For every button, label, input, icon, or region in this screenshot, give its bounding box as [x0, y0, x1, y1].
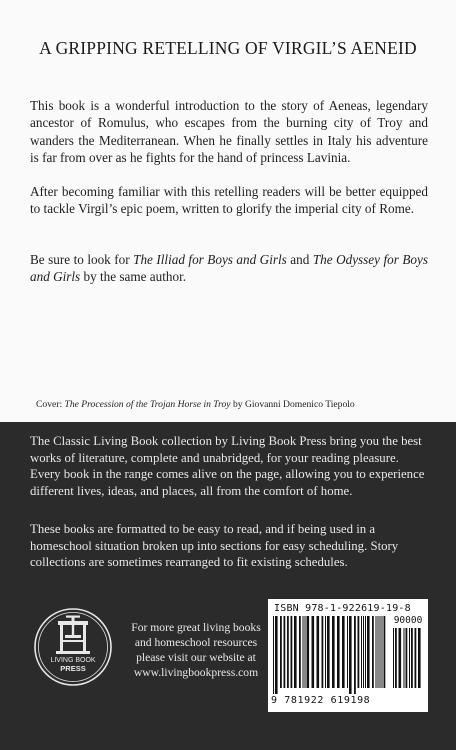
barcode-number: 9 781922 619198: [271, 695, 371, 706]
barcode-bar: [367, 616, 370, 688]
barcode-bar: [273, 616, 274, 694]
barcode-bar: [303, 616, 304, 688]
barcode-bar: [322, 616, 324, 688]
cover-artist: by Giovanni Domenico Tiepolo: [230, 399, 355, 410]
publisher-panel: [0, 422, 456, 750]
barcode-bar: [376, 616, 377, 688]
publisher-paragraph-1: The Classic Living Book collection by Living Book Press bring you the best works of literature, complete and unabridged, for your reading pleasure. Every book in the range comes alive on the page, allowing you to experience different lives, ideas, and places, all from the comfort of home.: [30, 434, 425, 499]
barcode-bar: [409, 628, 410, 688]
barcode-bar: [399, 628, 402, 688]
barcode-bar: [317, 616, 320, 688]
price-code: 90000: [393, 615, 423, 626]
paragraph-3-prefix: Be sure to look for: [30, 252, 134, 267]
publisher-paragraph-2: These books are formatted to be easy to read, and if being used in a homeschool situation broken up into sections for easy scheduling. Story collections are sometimes rearranged to fit existing schedules.: [30, 522, 399, 570]
ean-barcode: [273, 616, 389, 694]
blurb-paragraph-1: This book is a wonderful introduction to the story of Aeneas, legendary ancestor of Romulus, who escapes from the burning city of Troy and wanders the Mediterranean. When he finally settles in Italy his adventure is far from over as he fights for the hand of princess Lavinia.: [30, 98, 428, 166]
barcode-bar: [325, 616, 326, 688]
barcode-bar: [347, 616, 348, 688]
barcode-bar: [312, 616, 315, 688]
odyssey-title: The Odyssey for Boys and Girls: [30, 252, 429, 285]
website-info: For more great living books and homeschool resources please visit our website at www.livingbookpress.com: [131, 621, 261, 679]
barcode-bar: [378, 616, 379, 688]
blurb-paragraph-3: [30, 251, 428, 286]
living-book-press-logo: [33, 607, 113, 687]
barcode-bar: [384, 616, 386, 688]
barcode-bar: [275, 616, 278, 694]
logo-text-bottom: PRESS: [60, 664, 86, 673]
barcode-bar: [380, 616, 381, 688]
press-logo-icon: [33, 607, 113, 687]
barcode-bar: [305, 616, 306, 688]
barcode-bar: [382, 616, 383, 688]
barcode-bar: [284, 616, 286, 688]
cover-painting-title: The Procession of the Trojan Horse in Troy: [64, 399, 231, 410]
barcode-bar: [404, 628, 405, 688]
barcode-bar: [299, 616, 301, 688]
barcode-bar: [287, 616, 289, 688]
barcode-bar: [280, 616, 282, 688]
barcode-bar: [294, 616, 297, 688]
barcode-bar: [395, 628, 397, 688]
barcode-bar: [354, 616, 356, 694]
barcode-bar: [363, 616, 364, 688]
paragraph-3-suffix: by the same author.: [80, 269, 187, 285]
barcode-bar: [332, 616, 335, 688]
barcode-bar: [372, 616, 374, 688]
barcode-bar: [406, 628, 408, 688]
barcode-bar: [393, 628, 394, 688]
barcode-bar: [358, 616, 360, 688]
barcode-bar: [365, 616, 366, 688]
barcode-bar: [411, 628, 413, 688]
barcode-bar: [342, 616, 345, 688]
iliad-title: The Illiad for Boys and Girls: [133, 252, 287, 267]
headline: A GRIPPING RETELLING OF VIRGIL’S AENEID: [39, 38, 417, 58]
cover-credit-prefix: Cover:: [36, 399, 65, 410]
barcode-bar: [349, 616, 352, 694]
logo-text-top: LIVING BOOK: [50, 657, 96, 664]
paragraph-3-middle: and: [286, 252, 313, 267]
addon-barcode: [393, 628, 423, 694]
barcode-bar: [418, 628, 421, 688]
barcode-bar: [361, 616, 362, 688]
blurb-paragraph-2: After becoming familiar with this retelling readers will be better equipped to tackle Virgil’s epic poem, written to glorify the imperial city of Rome.: [30, 184, 428, 217]
barcode-bar: [327, 616, 330, 688]
isbn-barcode-box: [268, 599, 428, 712]
barcode-bar: [415, 628, 417, 688]
barcode-bar: [307, 616, 310, 688]
cover-credit: [36, 399, 446, 410]
barcode-bar: [291, 616, 293, 688]
isbn-label: ISBN 978-1-922619-19-8: [274, 603, 411, 614]
barcode-bar: [337, 616, 340, 688]
